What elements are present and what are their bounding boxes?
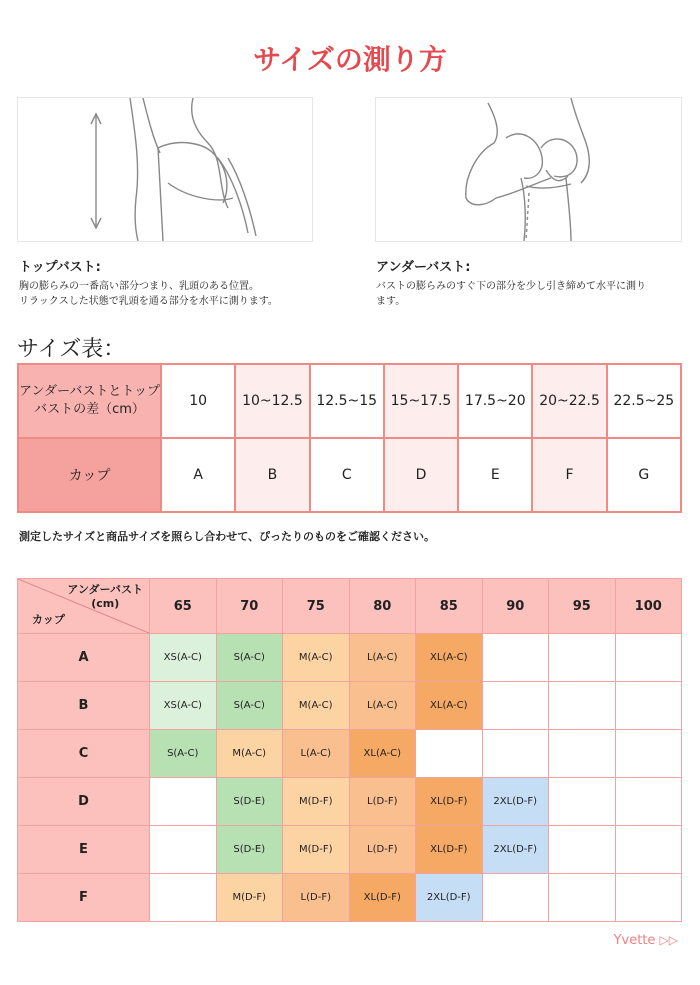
under-header: 80 bbox=[349, 579, 416, 634]
diff-cell: 17.5~20 bbox=[458, 364, 532, 438]
brand-arrow-icon: ▷▷ bbox=[659, 933, 678, 947]
size-cell: M(A-C) bbox=[216, 730, 283, 778]
size-cell: M(A-C) bbox=[283, 682, 350, 730]
top-bust-desc-line2: リラックスした状態で乳頭を通る部分を水平に測ります。 bbox=[19, 296, 278, 307]
size-cell: S(D-E) bbox=[216, 826, 283, 874]
table-row bbox=[18, 826, 682, 874]
size-cell bbox=[150, 874, 217, 922]
size-cell bbox=[482, 874, 549, 922]
size-cell: S(A-C) bbox=[150, 730, 217, 778]
table-row bbox=[18, 634, 682, 682]
under-header: 65 bbox=[150, 579, 217, 634]
top-bust-label: トップバスト: bbox=[19, 260, 101, 275]
size-cell: XL(A-C) bbox=[416, 682, 483, 730]
diff-row bbox=[18, 364, 681, 438]
under-bust-illustration bbox=[375, 97, 682, 242]
cup-label: A bbox=[18, 634, 150, 682]
corner-cm-text: (cm) bbox=[91, 597, 120, 610]
size-cell: L(D-F) bbox=[349, 826, 416, 874]
cup-cell: C bbox=[310, 438, 384, 512]
cup-label: C bbox=[18, 730, 150, 778]
under-bust-label: アンダーバスト: bbox=[376, 260, 471, 275]
size-cell: XL(D-F) bbox=[349, 874, 416, 922]
cup-row bbox=[18, 438, 681, 512]
size-cell: XS(A-C) bbox=[150, 682, 217, 730]
diff-header: アンダーバストとトップバストの差（cm） bbox=[18, 364, 161, 438]
size-cell: 2XL(D-F) bbox=[416, 874, 483, 922]
cup-cell: E bbox=[458, 438, 532, 512]
table-row bbox=[18, 682, 682, 730]
size-cell: M(A-C) bbox=[283, 634, 350, 682]
cup-header: カップ bbox=[18, 438, 161, 512]
size-cell bbox=[615, 874, 682, 922]
size-cell: 2XL(D-F) bbox=[482, 826, 549, 874]
size-cell: L(D-F) bbox=[349, 778, 416, 826]
size-cell: S(A-C) bbox=[216, 682, 283, 730]
under-header: 85 bbox=[416, 579, 483, 634]
under-bust-desc-line2: ます。 bbox=[376, 296, 406, 307]
size-cell: L(D-F) bbox=[283, 874, 350, 922]
size-cell: L(A-C) bbox=[349, 634, 416, 682]
size-cell: XL(D-F) bbox=[416, 826, 483, 874]
corner-cup-label: カップ bbox=[32, 613, 65, 626]
size-cell bbox=[615, 634, 682, 682]
size-cell: XS(A-C) bbox=[150, 634, 217, 682]
size-cell: L(A-C) bbox=[349, 682, 416, 730]
page-title: サイズの測り方 bbox=[253, 43, 447, 76]
under-header: 90 bbox=[482, 579, 549, 634]
size-cell bbox=[549, 682, 616, 730]
size-cell bbox=[150, 778, 217, 826]
size-cell: XL(A-C) bbox=[416, 634, 483, 682]
size-cell: 2XL(D-F) bbox=[482, 778, 549, 826]
size-cell: L(A-C) bbox=[283, 730, 350, 778]
size-cell bbox=[482, 730, 549, 778]
table-row bbox=[18, 778, 682, 826]
table-row bbox=[18, 874, 682, 922]
size-cell: M(D-F) bbox=[283, 826, 350, 874]
size-table bbox=[17, 578, 682, 922]
size-cell bbox=[615, 778, 682, 826]
cup-cell: F bbox=[532, 438, 606, 512]
size-cell bbox=[482, 682, 549, 730]
size-header-row bbox=[18, 579, 682, 634]
cup-label: E bbox=[18, 826, 150, 874]
size-cell bbox=[549, 634, 616, 682]
diff-cell: 20~22.5 bbox=[532, 364, 606, 438]
diff-cell: 15~17.5 bbox=[384, 364, 458, 438]
brand-name: Yvette bbox=[613, 933, 656, 948]
size-cell: S(A-C) bbox=[216, 634, 283, 682]
under-header: 100 bbox=[615, 579, 682, 634]
size-cell: M(D-F) bbox=[216, 874, 283, 922]
size-cell bbox=[615, 682, 682, 730]
size-chart-heading: サイズ表： bbox=[17, 337, 126, 362]
cup-difference-table bbox=[17, 363, 682, 513]
cup-label: F bbox=[18, 874, 150, 922]
diff-cell: 12.5~15 bbox=[310, 364, 384, 438]
size-cell bbox=[549, 874, 616, 922]
cup-cell: A bbox=[161, 438, 235, 512]
corner-under-label bbox=[67, 583, 143, 611]
cup-cell: G bbox=[607, 438, 681, 512]
cup-label: D bbox=[18, 778, 150, 826]
size-cell: S(D-E) bbox=[216, 778, 283, 826]
cup-cell: D bbox=[384, 438, 458, 512]
fit-note: 測定したサイズと商品サイズを照らし合わせて、ぴったりのものをご確認ください。 bbox=[19, 530, 436, 543]
under-header: 75 bbox=[283, 579, 350, 634]
size-cell bbox=[150, 826, 217, 874]
brand-logo bbox=[614, 933, 678, 948]
size-cell: M(D-F) bbox=[283, 778, 350, 826]
size-cell bbox=[549, 826, 616, 874]
diff-cell: 10~12.5 bbox=[235, 364, 309, 438]
size-cell: XL(A-C) bbox=[349, 730, 416, 778]
diff-cell: 10 bbox=[161, 364, 235, 438]
corner-under-text: アンダーバスト bbox=[67, 583, 143, 596]
size-cell bbox=[615, 826, 682, 874]
size-cell bbox=[482, 634, 549, 682]
top-bust-desc-line1: 胸の膨らみの一番高い部分つまり、乳頭のある位置。 bbox=[19, 281, 259, 292]
top-bust-illustration bbox=[17, 97, 313, 242]
diff-cell: 22.5~25 bbox=[607, 364, 681, 438]
under-header: 95 bbox=[549, 579, 616, 634]
size-cell: XL(D-F) bbox=[416, 778, 483, 826]
under-bust-desc-line1: バストの膨らみのすぐ下の部分を少し引き締めて水平に測り bbox=[376, 281, 646, 292]
size-cell bbox=[549, 778, 616, 826]
cup-cell: B bbox=[235, 438, 309, 512]
size-cell bbox=[615, 730, 682, 778]
size-cell bbox=[549, 730, 616, 778]
table-row bbox=[18, 730, 682, 778]
size-cell bbox=[416, 730, 483, 778]
under-header: 70 bbox=[216, 579, 283, 634]
size-table-corner bbox=[18, 579, 150, 634]
cup-label: B bbox=[18, 682, 150, 730]
